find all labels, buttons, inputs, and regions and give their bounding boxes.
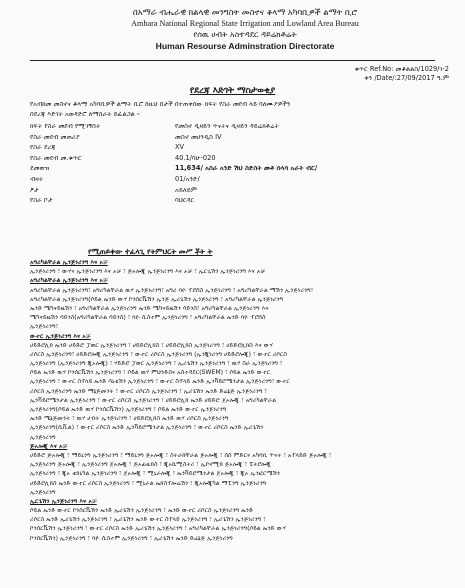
field-list-line: አግሪካልቸራል ኢንጅነሪንግ(ሶይል ኤንድ ውሃ ኮንሰርቬሽን ኢንጅ ኢሪጌሽን ኢንጅነሪንግ ፣ አግሪካልቸራል ኢንጅነሪንግ [30, 295, 284, 303]
detail-value: መስኖ መሀንዲስ IV [175, 132, 222, 141]
intro-paragraph [30, 99, 450, 119]
field-list-line: ኢንጅነሪንግ(ሲቪል) ፣ ውተር ሪሶርስ ኤንድ ኢንቫይሮሜንታል ኢንጅነሪንግ ፣ ውተር ሪሶርስ ኤንድ ኢሪጌሽን [30, 424, 264, 432]
field-list-line: ኢንጅነሪንግ(ሶይል ኤንድ ዉሃ ኮንሰርቬሽን) ኢንጅነሪንግ ፣ ሶይል ኤንድ ውተር ኢንጅነሪንግ [30, 406, 227, 413]
field-list-line: ሶይል ኤንድ ዉሃ ኮንሰርቬሽን ኢንጅነሪንግ ፣ ሶይል ዉሃ ምህንድስና አስተዳደር(SWEM) ፣ ሶይል ኤንድ ውተር [30, 369, 271, 377]
field-list-line: ሶይል ኤንድ ውተር ኮንሰርቬሽን ኤንድ ኢሪጌሽን ኢንጅነሪንግ ፣ ኤንድ ውተር ሪሶርስ ኢንጅነሪንግ ኤንድ [30, 507, 254, 515]
detail-row [30, 195, 460, 206]
field-list-line: ኢንጅነሪንግ [30, 433, 56, 441]
field-list-line: ኢንጅነሪንግ ጅኦሎጂ ፣ ኢንጅነሪንግ ጀኦሎጂ ፣ ጅኦፊዚክስ ፣ ጂኦኬሚስትሪ ፣ ኢኮኖሚክ ጅኦሎጂ ፣ ፔትሮሎጂ [30, 461, 271, 469]
header-divider [30, 60, 435, 61]
field-list-line: ኢንጅነሪንግ፣ [30, 323, 59, 331]
detail-label: የስራ መደብ መጠሪያ [30, 132, 80, 141]
field-list-line: ኢንጅነሪንግ ፣ ውተር ስፕላይ ኤንድ ሳኒቴሽን ኢንጅነሪንግ ፣ ውተር ስፕላይ ኤንድ ኢንቫይሮሜንታል ኢንጅነሪንግ፣ ውተር [30, 378, 290, 386]
detail-row [30, 132, 460, 143]
field-list-line: ኢንጅነሪንግ [30, 488, 56, 496]
org-name-english: Amhara National Regional State Irrigation and Lowland Area Bureau [131, 19, 359, 28]
detail-row [30, 153, 460, 164]
detail-value: 40.1/ባሁ-020 [175, 153, 216, 162]
field-list-line: ኤንድ ሜኔጅመንት ፣ ዉሃ ሀብት ኢንጅነሪንግ ፣ ሀይድሮሊክስ ኤንድ ዉሃ ሪሶርስ ኢንጅነሪንግ [30, 415, 229, 423]
detail-label: የስራ ደረጃ [30, 143, 56, 152]
detail-label: የስራ መደብ መ.ቁጥር [30, 153, 82, 162]
detail-label: ደመወዝ [30, 164, 50, 173]
field-list-line: ኮንሰርቬሽን) ኢንጅነሪንግ ፣ ባዮ ሲስተም ኢንጅነሪንግ ፣ ኢሪጌሽን ኤንድ ድሬኔጅ ኢንጅነሪንግ [30, 534, 233, 542]
intro-line: የአብክመ መስኖና ቆላማ አካባቢዎች ልማት ቢሮ ከዚህ በታች በተጠቀሰው ክፍት የስራ መደብ ላይ ባለሙያዎችን [30, 100, 291, 108]
detail-row [30, 174, 460, 185]
qualification-heading: የሚጠይቀው ተፈላጊ የትምህርት መሥ ቾት ት [88, 247, 213, 256]
letterhead [95, 6, 395, 52]
detail-label: የስራ ቦታ [30, 196, 53, 205]
detail-row [30, 185, 460, 196]
detail-row [30, 121, 460, 132]
field-group-heading: አግሪካልቸራል ኢንጅነሪንግ እና ኦቻ [30, 277, 108, 285]
org-name-amharic: በአማራ ብሔራዊ ክልላዊ መንግስት መስኖና ቆላማ አካባቢዎች ልማት ቢሮ [132, 7, 358, 17]
reference-date: ቀን /Date/:27/09/2017 ዓ.ም [364, 74, 449, 82]
document-title: የደረጃ እድገት ማስታወቂያ [189, 86, 276, 96]
field-list-line: ሀይድሮ ጅኦሎጂ ፣ ማይኒንግ ኢንጅነሪንግ ፣ ማይኒንግ ጅኦሎጂ ፣ ስትራክቸራል ጅኦሎጂ ፣ ሰስ ምድርና አካባቢ ጥናት ፣ አፕላይድ ጅኦሎጂ ፣ [30, 451, 332, 459]
field-list-line: ኤንድ ሜካናይዜሽን ፣ አግሪካልቸራል ኢንጅነሪንግ ኤንድ ሜካናይዜሽን ሳይንስ፣ አግሪካልቸራል ኢንጅነሪንግ እና [30, 304, 269, 312]
field-list-line: ኢንጅነሪንግ (ኢንጅነሪንግ ጂኦሎጂ) ፣ ሃይድሮ ፓወር ኢንጅነሪንግ ፣ ኢሪጌሽን ኢንጅነሪንግ ፣ ዉሃ ስራ ኢንጅነሪንግ ፣ [30, 360, 283, 368]
detail-label: ክፍት የስራ መደብ የሚገኝበት [30, 122, 101, 130]
qualification-list [30, 258, 458, 543]
field-list-line: ሀይድሮሊክ ኤንድ ሀይድሮ ፓወር ኢንጅነሪንግ ፣ ሀይድሮሊክስ ፣ ሀይድሮሊክስ ኢንጅነሪንግ ፣ ሀይድሮሊክስ እና ውሃ [30, 341, 273, 349]
detail-value: 11,634/ አስራ አንድ ሽህ ስድስት መቶ ሰላሳ አራት ብር/ [175, 164, 318, 173]
field-list-line: ሪሶርስ ኤንድ ኢሪጌሽን ኢንጅነሪንግ ፣ ኢሪጌሽን ኤንድ ውተር ስፕላይ ኢንጅነሪንግ ፣ ኢሪጌሽን ኢንጅነሪንግ ፣ [30, 516, 266, 524]
field-group-heading: ኢርጌሽን ኢንጅነሪንግ እና ኦቻ [30, 497, 97, 505]
field-list-line: ሀይድሮሊክስ ኤንድ ውተር ሪሶርስ ኢንጅነሪንግ ፣ ሚኒራል ኤክስፕሎሬሽን ፣ ጂኦሎጂካል ማፒንግ ኢንጅነሪንግ [30, 479, 267, 487]
intro-line: በደረጃ እድገት አወዳድሮ ለማስራት ይፈልጋል ፡፡ [30, 110, 140, 118]
position-details [30, 121, 460, 206]
field-group-heading: ጅኦሎጂ እና ኦቻ [30, 442, 68, 450]
reference-block [355, 65, 449, 83]
field-list-line: አግሪካልቸራል ኢንጅነሪንግ፣ አግሪካልቸራል ዉሃ ኢንጅነሪንግ፣ አግሪ ባዮ ፕሮሰስ ኢንጅነሪንግ ፣ አግሪካልቸራል ማሽን ኢንጅነሪንግ፣ [30, 286, 314, 294]
detail-value: XV [175, 143, 185, 152]
field-list-line: ሪሶርስ ኢንጅነሪንግ ኤንድ ማኔጅመንት ፣ ውተር ሪሶርስ ኢንጅነሪንግ ፣ ኢሪጌሽን ኤንድ ድሬኔጅ ኢንጅነሪንግ ፣ [30, 387, 267, 395]
detail-row [30, 163, 460, 174]
detail-value: ባህርዳር [175, 196, 195, 205]
field-list-line: ሪሶርስ ኢንጅነሪንግ፣ ሀይድሮሎጂ ኢንጅነሪንግ ፣ ውተር ሪሶርስ ኢንጅነሪንግ (ኢንጂነሪንግ ሀይድሮሎጂ) ፣ ውተር ሪሶርስ [30, 350, 288, 358]
detail-label: ፆታ [30, 185, 39, 194]
field-group-heading: ውተር ኢንጅነሪንግ እና ኦቻ [30, 332, 91, 340]
detail-value: የመስኖ ዲዛይን ጥናትና ዲዛይን ዳይሬክቶሬት [175, 122, 280, 130]
field-list-line: ሜካናይዜሽን ሳይንስ(አግሪካልቸራል ሳይንስ) ፣ ባዮ ሲስተም ኢንጅነሪንግ ፣ አግሪካልቸራል ኤንድ ባዮ ፕሮሰስ [30, 314, 266, 322]
field-list-line: ኢንጅነሪንግ ፣ ጂኦ ቴክኒካል ኢንጅነሪንግ ፣ ጀኦሎጂ ፣ ሚኒራሎጂ ፣ ኤንቫይሮሜንታል ጀኦሎጂ ፣ ጂኦ ኢንፎርሜሽን [30, 470, 280, 478]
field-group-heading: አግሪካልቸራል ኢንጅነሪንግ እና ኦቻ [30, 259, 108, 266]
field-list-line: ኢንጅነሪንግ ፣ ውሃና ኢንጅነሪንግ እና ኦቻ ፣ ጅኦሎጂ ኢንጅነሪንግ እና ኦቻ ፣ ኢርጊሽን ኢንጅነሪንግ እና ኦቻ [30, 268, 266, 276]
detail-value: አይለይም [175, 185, 197, 194]
reference-number: ቁጥር Ref.No: መቆልልስ/1029/ገ-2 [354, 65, 449, 73]
field-list-line: ኢንቫይሮሜንታል ኢንጅነሪንግ ፣ ውተር ሪሶርስ ኢንጅነሪንግ ፣ ሀይድሮሊክ ኤንድ ሀይድሮ ጀኦሎጂ ፣ አግሪካልቸራል [30, 396, 277, 404]
detail-row [30, 142, 460, 153]
field-list-line: ኮንሰርቬሽን ኢንጅነሪንግ ፣ ውተር ሪሶርስ ኤንድ ኢሪጌሽን ኢንጅነሪንግ ፣ አግሪካልቸራል ኢንጅነሪንግ(ሶይል ኤንድ ውሃ [30, 525, 286, 533]
directorate-name-amharic: የሰዉ ሀብት አስተዳደር ዳይሬክቶሬት [193, 30, 297, 39]
directorate-name-english: Human Resourse Adminstration Directorate [155, 41, 335, 51]
detail-label: ብዛት [30, 174, 44, 183]
detail-value: 01/አንድ/ [175, 174, 200, 183]
